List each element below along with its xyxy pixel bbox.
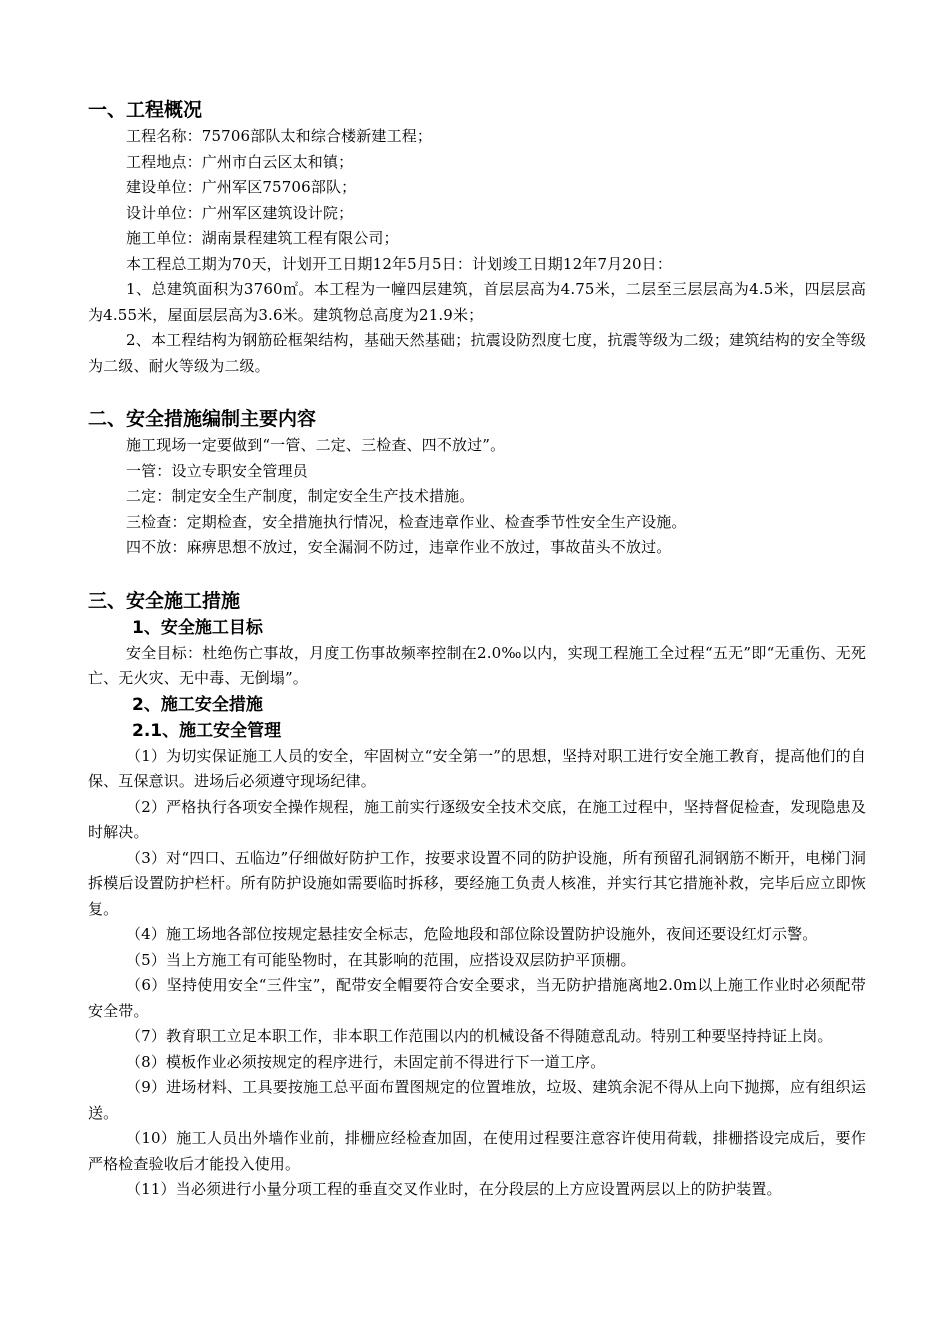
- subsection-title-management: 2.1、施工安全管理: [132, 720, 282, 741]
- list-item: （11）当必须进行小量分项工程的垂直交叉作业时，在分段层的上方应设置两层以上的防护装置。: [126, 1180, 782, 1198]
- paragraph: 1、总建筑面积为3760㎡。本工程为一幢四层建筑，首层层高为4.75米，二层至三层层高为4.5米，四层层高为4.55米，屋面层层高为3.6米。建筑物总高度为21.9米；: [88, 280, 866, 324]
- list-item: （10）施工人员出外墙作业前，排栅应经检查加固，在使用过程要注意容许使用荷载，排栅搭设完成后，要作严格检查验收后才能投入使用。: [88, 1129, 866, 1173]
- list-item: （7）教育职工立足本职工作，非本职工作范围以内的机械设备不得随意乱动。特别工种要坚持持证上岗。: [126, 1027, 833, 1045]
- paragraph: 二定：制定安全生产制度，制定安全生产技术措施。: [126, 487, 475, 505]
- paragraph: 安全目标：杜绝伤亡事故，月度工伤事故频率控制在2.0‰以内，实现工程施工全过程“五无”即“无重伤、无死亡、无火灾、无中毒、无倒塌”。: [88, 643, 866, 687]
- paragraph: 工程地点：广州市白云区太和镇；: [126, 152, 354, 171]
- subsection-title-target: 1、安全施工目标: [132, 617, 263, 638]
- section-title-overview: 一、工程概况: [88, 99, 203, 121]
- paragraph: 本工程总工期为70天，计划开工日期12年5月5日：计划竣工日期12年7月20日：: [126, 254, 672, 273]
- subsection-title-measures: 2、施工安全措施: [132, 694, 263, 715]
- list-item: （8）模板作业必须按规定的程序进行，未固定前不得进行下一道工序。: [126, 1052, 606, 1071]
- section-title-safety-measures: 三、安全施工措施: [88, 589, 241, 612]
- list-item: （4）施工场地各部位按规定悬挂安全标志，危险地段和部位除设置防护设施外，夜间还要设红灯示警。: [126, 925, 818, 943]
- list-item: （6）坚持使用安全“三件宝”，配带安全帽要符合安全要求，当无防护措施离地2.0m以上施工作业时必须配带安全带。: [88, 976, 866, 1020]
- paragraph: 三检查：定期检查，安全措施执行情况，检查违章作业、检查季节性安全生产设施。: [126, 512, 687, 531]
- paragraph: 2、本工程结构为钢筋砼框架结构，基础天然基础；抗震设防烈度七度，抗震等级为二级；建筑结构的安全等级为二级、耐火等级为二级。: [88, 331, 866, 375]
- list-item: （5）当上方施工有可能坠物时，在其影响的范围，应搭设双层防护平顶棚。: [126, 950, 636, 969]
- paragraph: 设计单位：广州军区建筑设计院；: [126, 203, 354, 222]
- section-title-safety-content: 二、安全措施编制主要内容: [88, 408, 317, 430]
- paragraph: 施工单位：湖南景程建筑工程有限公司；: [126, 229, 399, 247]
- paragraph: 建设单位：广州军区75706部队；: [126, 178, 357, 196]
- section-spacer: [88, 379, 866, 405]
- paragraph: 工程名称：75706部队太和综合楼新建工程；: [126, 127, 433, 145]
- list-item: （9）进场材料、工具要按施工总平面布置图规定的位置堆放，垃圾、建筑余泥不得从上向下抛掷，应有组织运送。: [88, 1078, 866, 1122]
- document-body: [88, 96, 866, 1203]
- paragraph: 施工现场一定要做到“一管、二定、三检查、四不放过”。: [126, 436, 506, 454]
- section-spacer: [88, 561, 866, 587]
- paragraph: 一管：设立专职安全管理员: [126, 461, 308, 480]
- paragraph: 四不放：麻痹思想不放过，安全漏洞不防过，违章作业不放过，事故苗头不放过。: [126, 538, 672, 556]
- list-item: （3）对“四口、五临边”仔细做好防护工作，按要求设置不同的防护设施，所有预留孔洞钢筋不断开，电梯门洞拆模后设置防护栏杆。所有防护设施如需要临时拆移，要经施工负责人核准，并实行其它措施补救，完毕后应立即恢复。: [88, 848, 866, 918]
- list-item: （2）严格执行各项安全操作规程，施工前实行逐级安全技术交底，在施工过程中，坚持督促检查，发现隐患及时解决。: [88, 797, 866, 841]
- list-item: （1）为切实保证施工人员的安全，牢固树立“安全第一”的思想，坚持对职工进行安全施工教育，提高他们的自保、互保意识。进场后必须遵守现场纪律。: [88, 746, 866, 790]
